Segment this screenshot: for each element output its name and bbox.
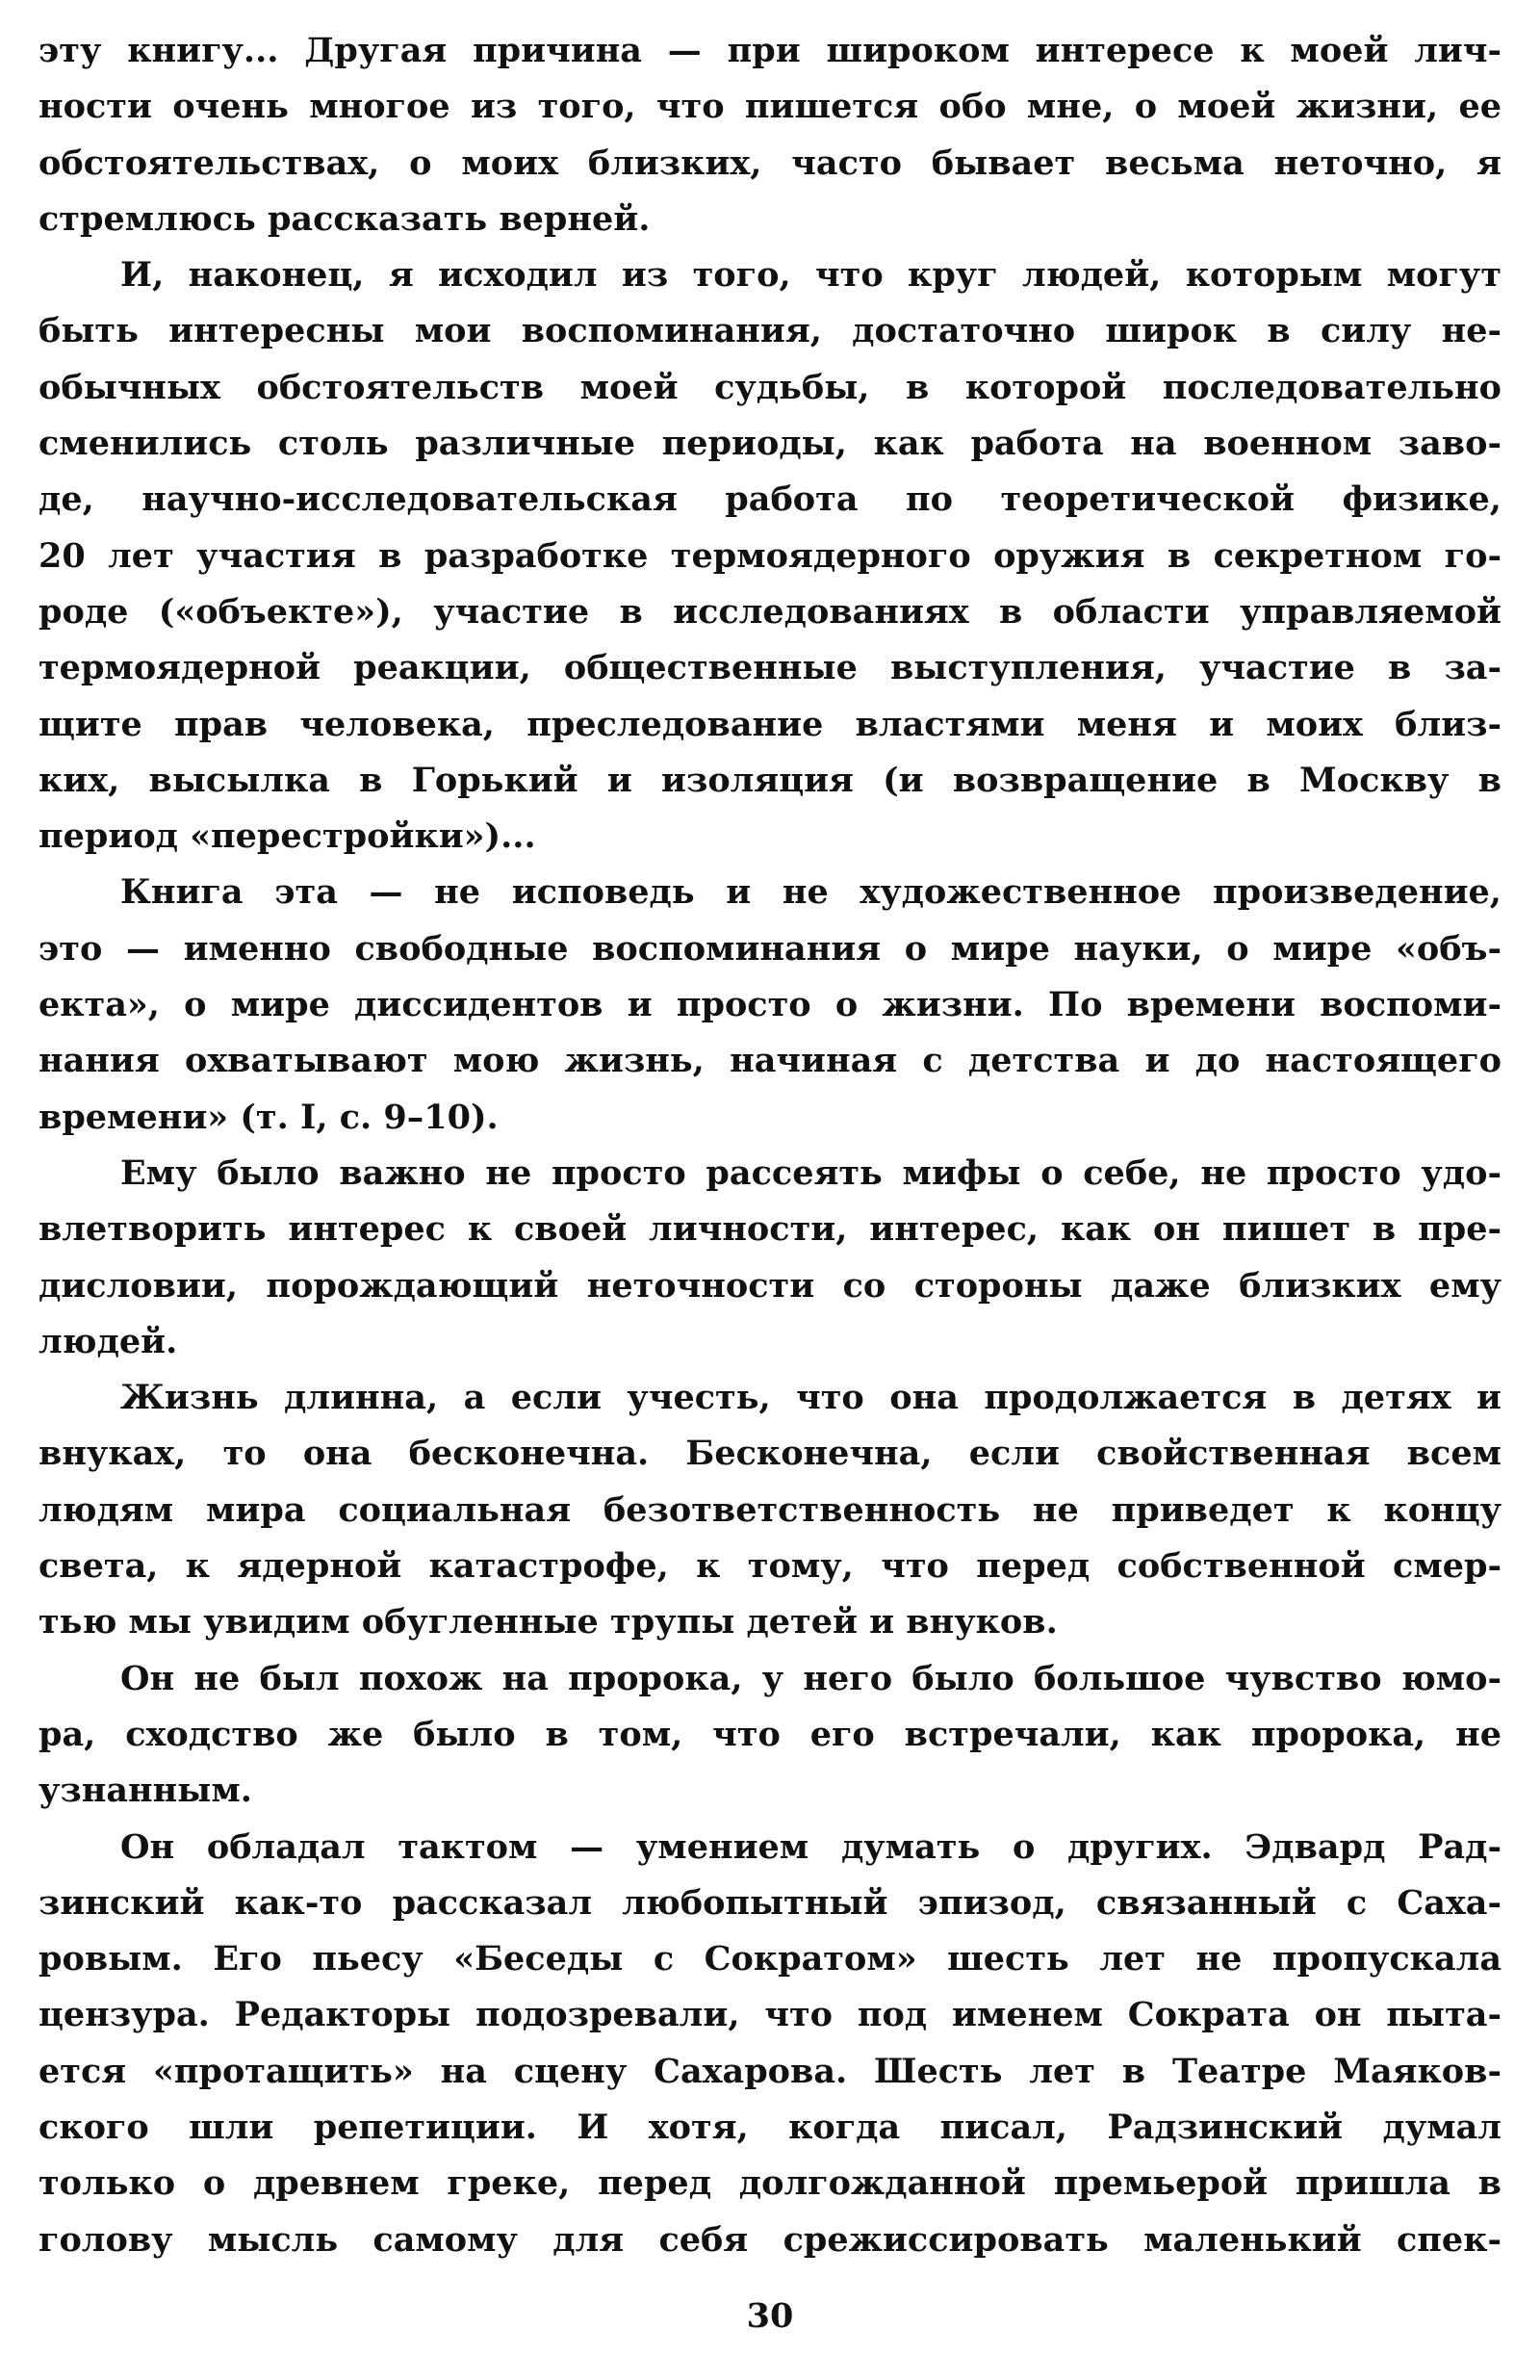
text-line: щите прав человека, преследование властями меня и моих близ- — [38, 704, 1502, 744]
page-number: 30 — [746, 2296, 794, 2336]
text-line: дисловии, порождающий неточности со стороны даже близких ему — [38, 1265, 1502, 1306]
paragraph — [38, 1651, 1502, 1820]
text-line: только о древнем греке, перед долгожданной премьерой пришла в — [38, 2163, 1502, 2204]
text-line: ровым. Его пьесу «Беседы с Сократом» шесть лет не пропускала — [38, 1939, 1502, 1979]
text-line: сменились столь различные периоды, как работа на военном заво- — [38, 424, 1502, 464]
text-line: Он обладал тактом — умением думать о других. Эдвард Рад- — [120, 1826, 1502, 1867]
text-line: цензура. Редакторы подозревали, что под именем Сократа он пыта- — [38, 1995, 1502, 2035]
text-line: людям мира социальная безответственность не приведет к концу — [38, 1489, 1502, 1530]
text-line: обстоятельствах, о моих близких, часто бывает весьма неточно, я — [38, 142, 1502, 183]
text-line: ра, сходство же было в том, что его встречали, как пророка, не — [38, 1714, 1502, 1754]
text-line: И, наконец, я исходил из того, что круг людей, которым могут — [120, 255, 1502, 296]
text-line: людей. — [38, 1321, 178, 1361]
text-line: ких, высылка в Горький и изоляция (и возвращение в Москву в — [38, 760, 1502, 800]
paragraph — [38, 1820, 1502, 2268]
text-line: ского шли репетиции. И хотя, когда писал, Радзинский думал — [38, 2107, 1502, 2147]
text-line: узнанным. — [38, 1771, 252, 1811]
text-line: это — именно свободные воспоминания о мире науки, о мире «объ- — [38, 928, 1502, 969]
text-line: Жизнь длинна, а если учесть, что она продолжается в детях и — [120, 1378, 1502, 1418]
text-line: нания охватывают мою жизнь, начиная с детства и до настоящего — [38, 1041, 1502, 1081]
text-line: Книга эта — не исповедь и не художественное произведение, — [120, 872, 1502, 913]
text-line: тью мы увидим обугленные трупы детей и внуков. — [38, 1602, 1058, 1643]
text-line: екта», о мире диссидентов и просто о жизни. По времени воспоми- — [38, 985, 1502, 1025]
text-line: термоядерной реакции, общественные выступления, участие в за- — [38, 648, 1502, 688]
text-line: стремлюсь рассказать верней. — [38, 198, 651, 239]
text-line: ется «протащить» на сцену Сахарова. Шесть лет в Театре Маяков- — [38, 2051, 1502, 2091]
paragraph — [38, 23, 1502, 247]
text-line: быть интересны мои воспоминания, достаточно широк в силу не- — [38, 311, 1502, 351]
paragraph — [38, 1146, 1502, 1370]
paragraph — [38, 865, 1502, 1145]
paragraph — [38, 247, 1502, 865]
text-line: Он не был похож на пророка, у него было большое чувство юмо- — [120, 1658, 1502, 1698]
text-line: голову мысль самому для себя срежиссировать маленький спек- — [38, 2219, 1502, 2260]
text-line: период «перестройки»)... — [38, 816, 536, 857]
text-line: роде («объекте»), участие в исследованиях в области управляемой — [38, 591, 1502, 632]
text-line: внуках, то она бесконечна. Бесконечна, если свойственная всем — [38, 1434, 1502, 1474]
paragraph — [38, 1370, 1502, 1650]
text-line: де, научно-исследовательская работа по теоретической физике, — [38, 479, 1502, 520]
text-line: эту книгу... Другая причина — при широком интересе к моей лич- — [38, 31, 1502, 70]
text-line: Ему было важно не просто рассеять мифы о себе, не просто удо- — [120, 1152, 1502, 1193]
page-body — [38, 23, 1502, 2268]
text-line: 20 лет участия в разработке термоядерного оружия в секретном го- — [38, 535, 1502, 576]
text-line: влетворить интерес к своей личности, интерес, как он пишет в пре- — [38, 1209, 1502, 1250]
text-line: обычных обстоятельств моей судьбы, в которой последовательно — [38, 367, 1502, 407]
text-line: зинский как-то рассказал любопытный эпизод, связанный с Саха- — [38, 1882, 1502, 1923]
text-line: света, к ядерной катастрофе, к тому, что перед собственной смер- — [38, 1546, 1502, 1587]
text-line: ности очень многое из того, что пишется обо мне, о моей жизни, ее — [38, 87, 1502, 127]
text-line: времени» (т. I, с. 9–10). — [38, 1097, 499, 1137]
